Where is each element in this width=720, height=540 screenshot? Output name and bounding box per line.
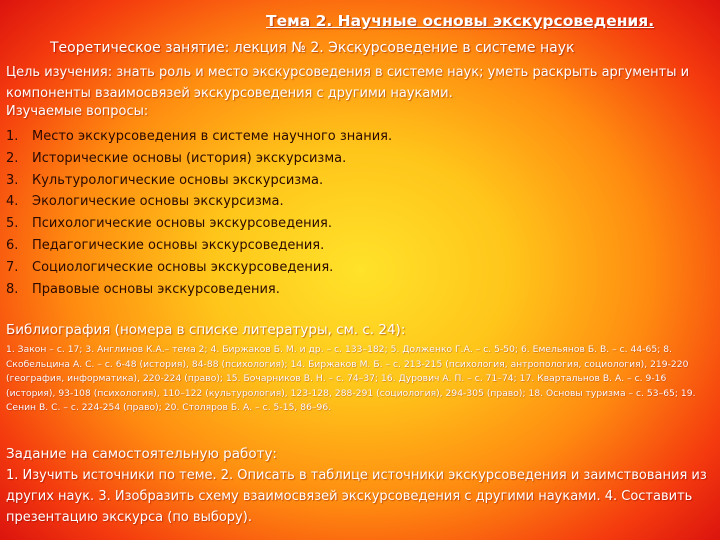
question-text: Экологические основы экскурсизма. [32,194,284,210]
question-text: Педагогические основы экскурсоведения. [32,237,325,253]
lecture-subtitle: Теоретическое занятие: лекция № 2. Экскурсоведение в системе наук [50,40,575,56]
question-text: Место экскурсоведения в системе научного знания. [32,129,393,144]
homework-heading: Задание на самостоятельную работу: [6,446,277,462]
question-number: 7. [6,259,19,275]
bibliography-heading: Библиография (номера в списке литературы, см. с. 24): [6,322,406,338]
question-text: Правовые основы экскурсоведения. [32,281,280,297]
slide-title: Тема 2. Научные основы экскурсоведения. [266,12,655,30]
question-text: Исторические основы (история) экскурсизма. [32,150,347,166]
question-item [6,235,392,257]
question-number: 1. [6,129,19,144]
question-item [6,170,392,192]
question-item [6,257,392,279]
question-item [6,279,392,301]
question-item [6,148,392,170]
question-item [6,213,392,235]
question-number: 6. [6,237,19,253]
question-number: 4. [6,194,19,210]
question-number: 5. [6,216,19,232]
study-goal: Цель изучения: знать роль и место экскурсоведения в системе наук; уметь раскрыть аргументы и компоненты взаимосвязей экскурсоведения с другими науками. [6,65,690,101]
homework-text: 1. Изучить источники по теме. 2. Описать в таблице источники экскурсоведения и заимствования из других наук. 3. Изобразить схему взаимосвязей экскурсоведения с другими науками. 4. Составить презентацию экскурса (по выбору). [6,468,707,525]
question-text: Социологические основы экскурсоведения. [32,259,334,275]
questions-list [6,126,392,300]
question-item [6,191,392,213]
question-text: Культурологические основы экскурсизма. [32,172,324,188]
question-item [6,126,392,148]
questions-heading: Изучаемые вопросы: [6,104,149,119]
question-text: Психологические основы экскурсоведения. [32,216,333,232]
question-number: 8. [6,281,19,297]
question-number: 3. [6,172,19,188]
question-number: 2. [6,150,19,166]
bibliography-text: 1. Закон – с. 17; 3. Англинов К.А.– тема 2; 4. Биржаков Б. М. и др. – с. 133–182; 5. Долженко Г.А. – с. 5-50; 6. Емельянов Б. В. – с. 44-65; 8. Скобельцина А. С. – с. 6-48 (история), 84-88 (психология); 14. Биржаков М. Б. – с. 213-215 (психология, антропология, социология), 219-220 (география, информатика), 220-224 (право); 15. Бочарников В. Н. – с. 74–37; 16. Дурович А. П. – с. 71–74; 17. Квартальнов В. А. – с. 9-16 (история), 93-108 (психология), 110–122 (культурология), 123-128, 288-291 (социология), 294-305 (право); 18. Основы туризма – с. 53–65; 19. Сенин В. С. – с. 224-254 (право); 20. Столяров Б. А. – с. 5-15, 86–96. [6,344,696,414]
